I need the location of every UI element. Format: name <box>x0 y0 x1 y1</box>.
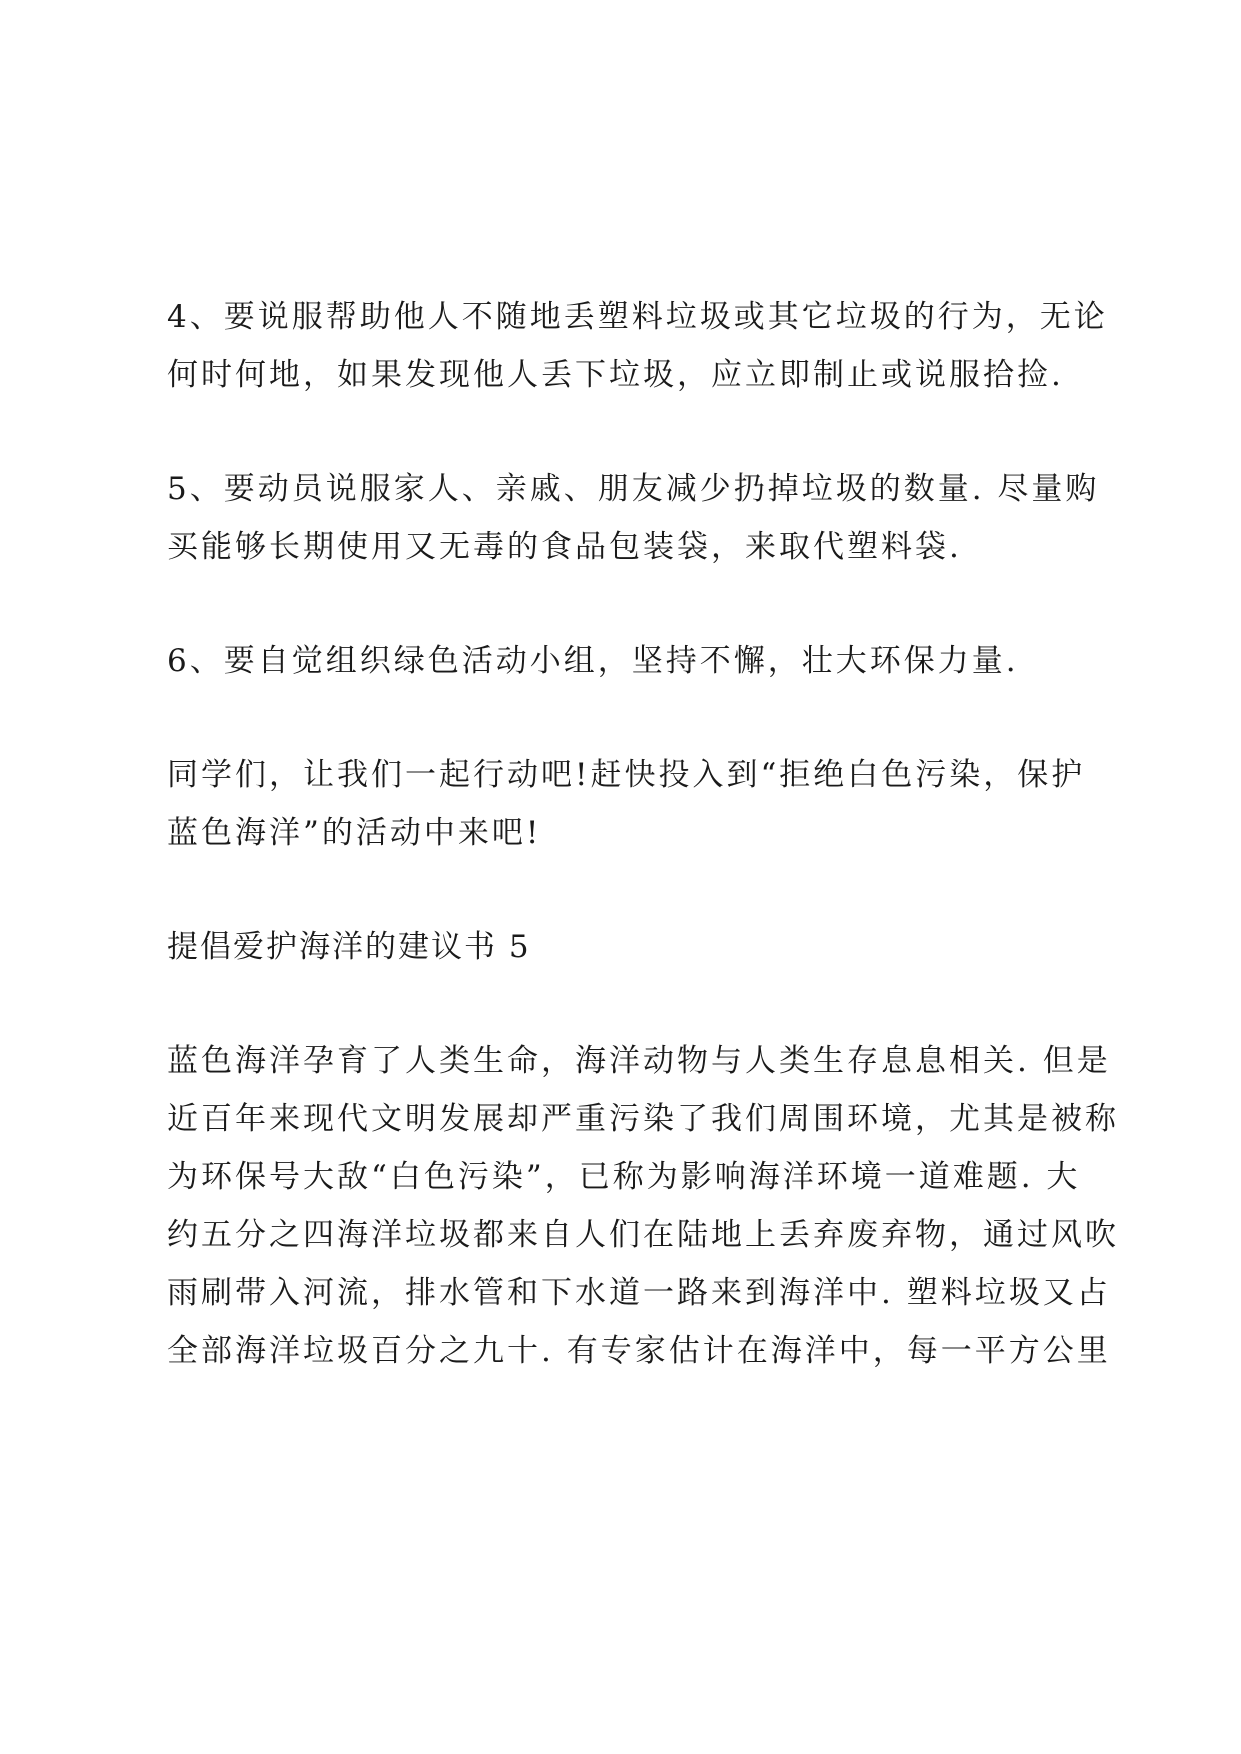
text-line: 蓝色海洋”的活动中来吧! <box>167 815 542 851</box>
paragraph-body <box>167 1032 1119 1380</box>
section-heading <box>167 918 1102 976</box>
paragraph-item-6 <box>167 632 1102 690</box>
text-line: 6、要自觉组织绿色活动小组，坚持不懈，壮大环保力量. <box>167 643 1019 679</box>
text-line: 同学们，让我们一起行动吧!赶快投入到“拒绝白色污染，保护 <box>167 757 1086 793</box>
paragraph-item-5 <box>167 460 1102 576</box>
text-line: 约五分之四海洋垃圾都来自人们在陆地上丢弃废弃物，通过风吹 <box>167 1217 1119 1253</box>
text-line: 买能够长期使用又无毒的食品包装袋，来取代塑料袋. <box>167 529 962 565</box>
paragraph-call-to-action <box>167 746 1102 862</box>
paragraph-item-4 <box>167 288 1108 404</box>
text-line: 雨刷带入河流，排水管和下水道一路来到海洋中. 塑料垃圾又占 <box>167 1275 1111 1311</box>
text-line: 蓝色海洋孕育了人类生命，海洋动物与人类生存息息相关. 但是 <box>167 1043 1111 1079</box>
text-line: 5、要动员说服家人、亲戚、朋友减少扔掉垃圾的数量. 尽量购 <box>167 471 1100 507</box>
text-line: 何时何地，如果发现他人丢下垃圾，应立即制止或说服拾捡. <box>167 357 1064 393</box>
text-line: 4、要说服帮助他人不随地丢塑料垃圾或其它垃圾的行为，无论 <box>167 299 1108 335</box>
document-body <box>167 288 1119 1436</box>
heading-text: 提倡爱护海洋的建议书 5 <box>167 929 531 965</box>
text-line: 近百年来现代文明发展却严重污染了我们周围环境，尤其是被称 <box>167 1101 1119 1137</box>
text-line: 为环保号大敌“白色污染”，已称为影响海洋环境一道难题. 大 <box>167 1159 1081 1195</box>
text-line: 全部海洋垃圾百分之九十. 有专家估计在海洋中，每一平方公里 <box>167 1333 1111 1369</box>
